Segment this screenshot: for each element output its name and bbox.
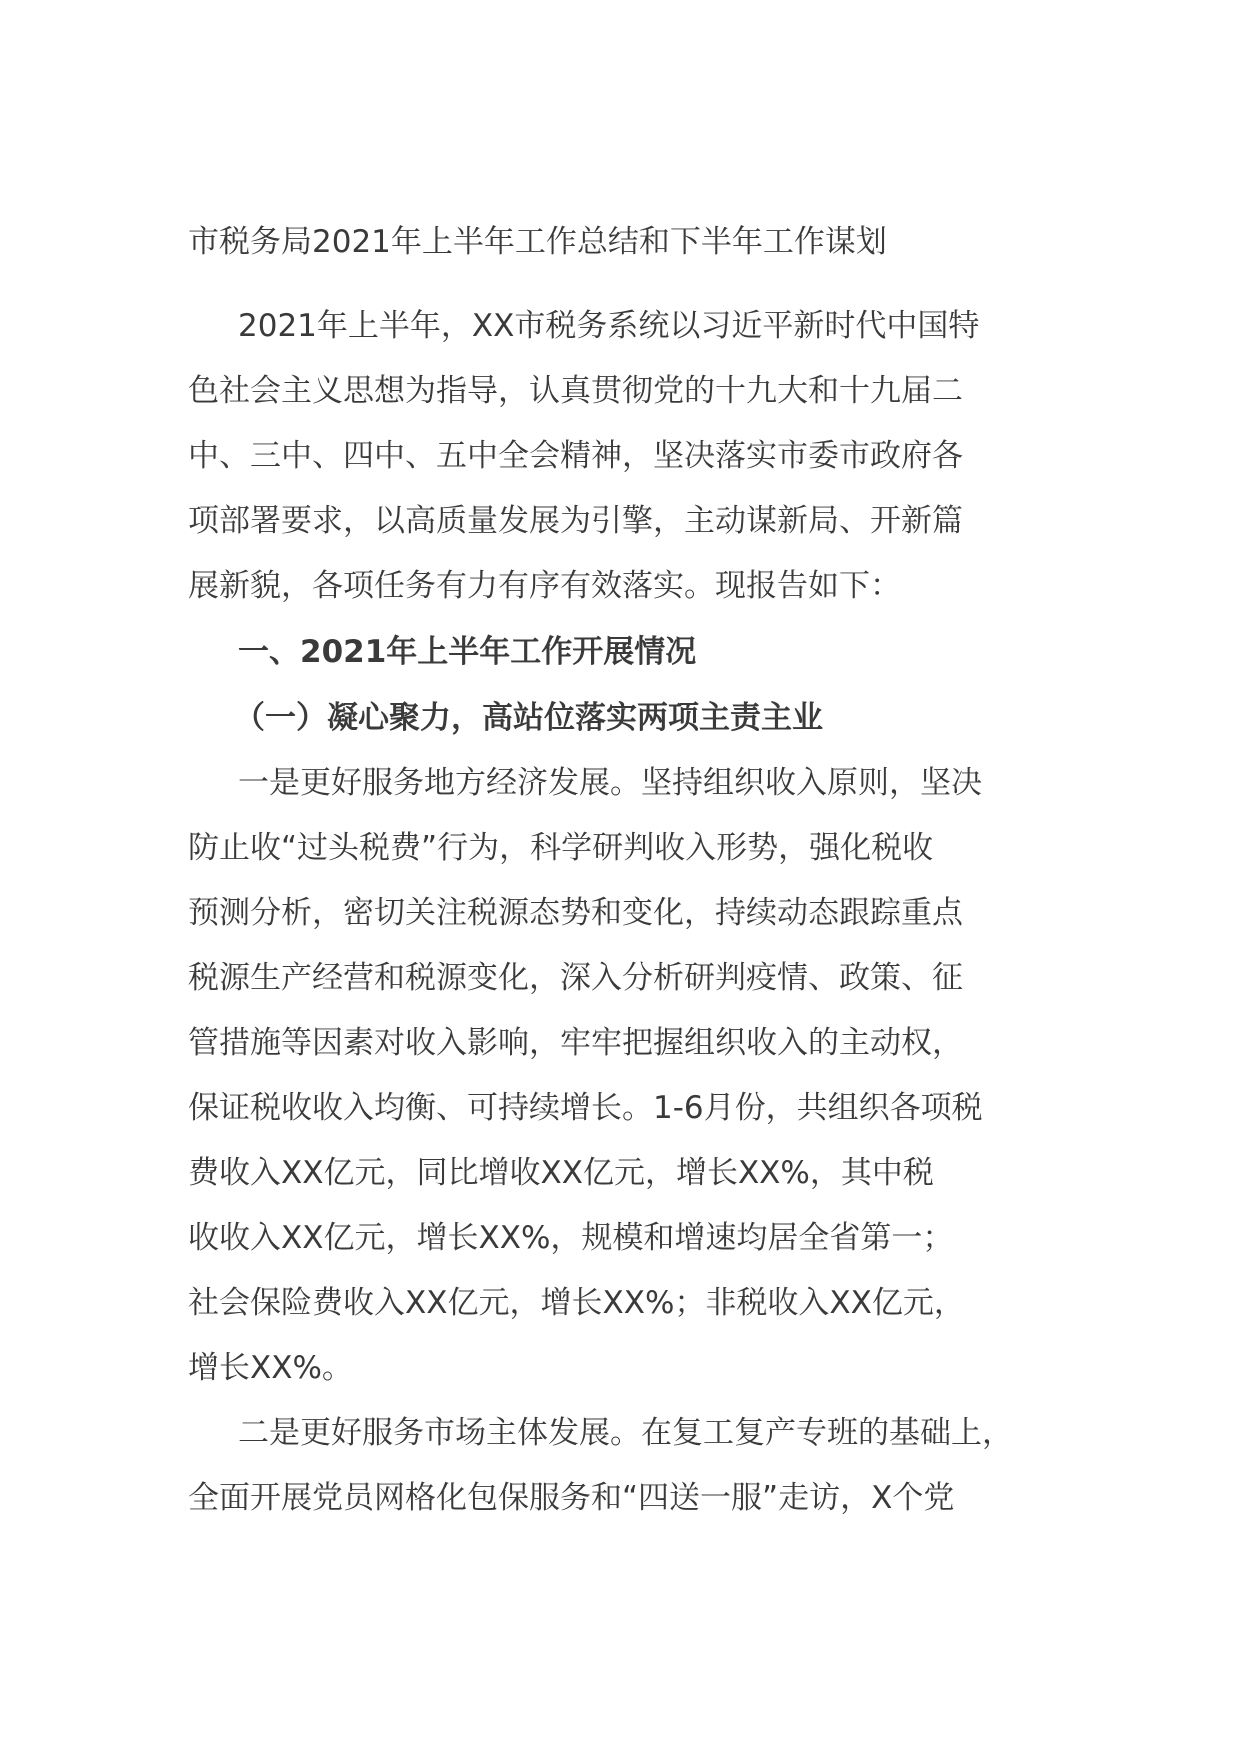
subsection-heading: （一）凝心聚力，高站位落实两项主责主业 [234,700,823,736]
body-paragraph-2 [188,1401,1088,1531]
paragraph-line: 展新貌，各项任务有力有序有效落实。现报告如下： [188,568,901,604]
document-body [188,216,1088,1531]
paragraph-line: 中、三中、四中、五中全会精神，坚决落实市委市政府各 [188,438,963,474]
paragraph-line: 社会保险费收入XX亿元，增长XX%；非税收入XX亿元， [188,1285,965,1321]
paragraph-line: 二是更好服务市场主体发展。在复工复产专班的基础上， [238,1415,1013,1451]
paragraph-line: 费收入XX亿元，同比增收XX亿元，增长XX%，其中税 [188,1155,934,1191]
paragraph-line: 增长XX%。 [188,1350,353,1386]
paragraph-line: 防止收“过头税费”行为，科学研判收入形势，强化税收 [188,830,934,866]
paragraph-line: 全面开展党员网格化包保服务和“四送一服”走访，X个党 [188,1480,955,1516]
paragraph-line: 税源生产经营和税源变化，深入分析研判疫情、政策、征 [188,960,963,996]
body-paragraph-1 [188,751,1088,1401]
section-heading: 一、2021年上半年工作开展情况 [238,634,697,670]
paragraph-line: 项部署要求，以高质量发展为引擎，主动谋新局、开新篇 [188,503,963,539]
paragraph-line: 预测分析，密切关注税源态势和变化，持续动态跟踪重点 [188,895,963,931]
paragraph-line: 收收入XX亿元，增长XX%，规模和增速均居全省第一； [188,1220,954,1256]
paragraph-line: 一是更好服务地方经济发展。坚持组织收入原则，坚决 [238,765,982,801]
paragraph-line: 管措施等因素对收入影响，牢牢把握组织收入的主动权， [188,1025,963,1061]
document-title: 市税务局2021年上半年工作总结和下半年工作谋划 [188,224,887,260]
paragraph-line: 2021年上半年，XX市税务系统以习近平新时代中国特 [238,308,980,344]
paragraph-line: 保证税收收入均衡、可持续增长。1-6月份，共组织各项税 [188,1090,983,1126]
intro-paragraph [188,294,1088,619]
paragraph-line: 色社会主义思想为指导，认真贯彻党的十九大和十九届二 [188,373,963,409]
